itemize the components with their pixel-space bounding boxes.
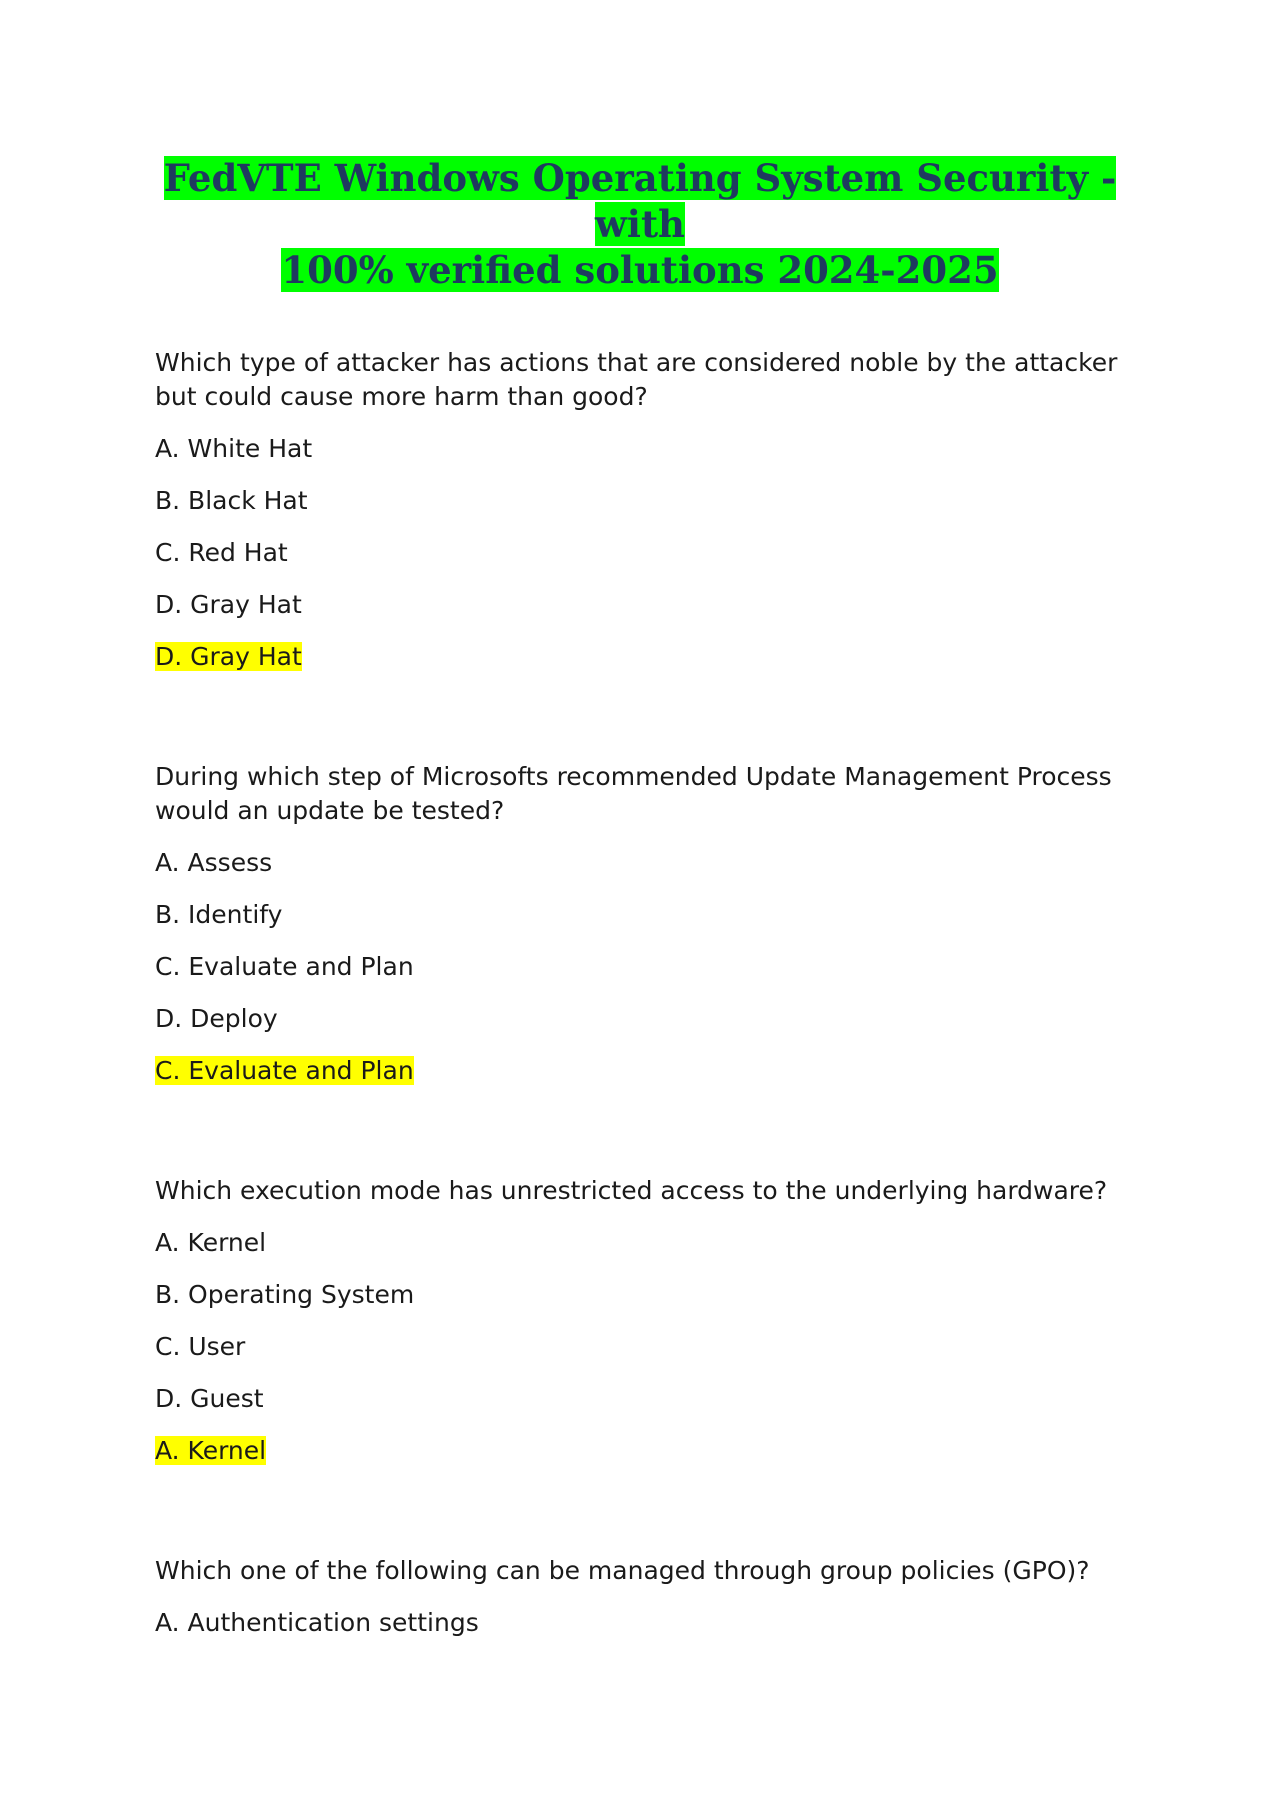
title-line-1: FedVTE Windows Operating System Security -with bbox=[163, 156, 1117, 246]
question-text: Which type of attacker has actions that are considered noble by the attacker but could cause more harm than good? bbox=[155, 348, 1118, 411]
option-d: D. Gray Hat bbox=[155, 590, 302, 619]
question-block-1 bbox=[155, 346, 1135, 674]
option-a: A. Kernel bbox=[155, 1228, 267, 1257]
question-text: Which one of the following can be managed through group policies (GPO)? bbox=[155, 1556, 1090, 1585]
answer-text: C. Evaluate and Plan bbox=[155, 1056, 414, 1085]
question-block-2 bbox=[155, 760, 1135, 1088]
answer-text: D. Gray Hat bbox=[155, 642, 302, 671]
document-title bbox=[150, 155, 1130, 293]
option-b: B. Operating System bbox=[155, 1280, 415, 1309]
option-c: C. Evaluate and Plan bbox=[155, 952, 414, 981]
question-block-3 bbox=[155, 1174, 1135, 1468]
option-c: C. Red Hat bbox=[155, 538, 288, 567]
question-text: Which execution mode has unrestricted access to the underlying hardware? bbox=[155, 1176, 1108, 1205]
option-c: C. User bbox=[155, 1332, 246, 1361]
option-a: A. Authentication settings bbox=[155, 1608, 479, 1637]
answer-highlight bbox=[155, 1434, 1135, 1468]
option-b: B. Identify bbox=[155, 900, 283, 929]
question-block-4 bbox=[155, 1554, 1135, 1640]
option-b: B. Black Hat bbox=[155, 486, 308, 515]
answer-highlight bbox=[155, 1054, 1135, 1088]
option-a: A. White Hat bbox=[155, 434, 313, 463]
questions-list bbox=[155, 346, 1135, 1658]
question-text: During which step of Microsofts recommended Update Management Process would an update be tested? bbox=[155, 762, 1112, 825]
answer-text: A. Kernel bbox=[155, 1436, 267, 1465]
title-line-2: 100% verified solutions 2024-2025 bbox=[281, 248, 999, 292]
option-d: D. Deploy bbox=[155, 1004, 278, 1033]
option-a: A. Assess bbox=[155, 848, 273, 877]
answer-highlight bbox=[155, 640, 1135, 674]
option-d: D. Guest bbox=[155, 1384, 264, 1413]
